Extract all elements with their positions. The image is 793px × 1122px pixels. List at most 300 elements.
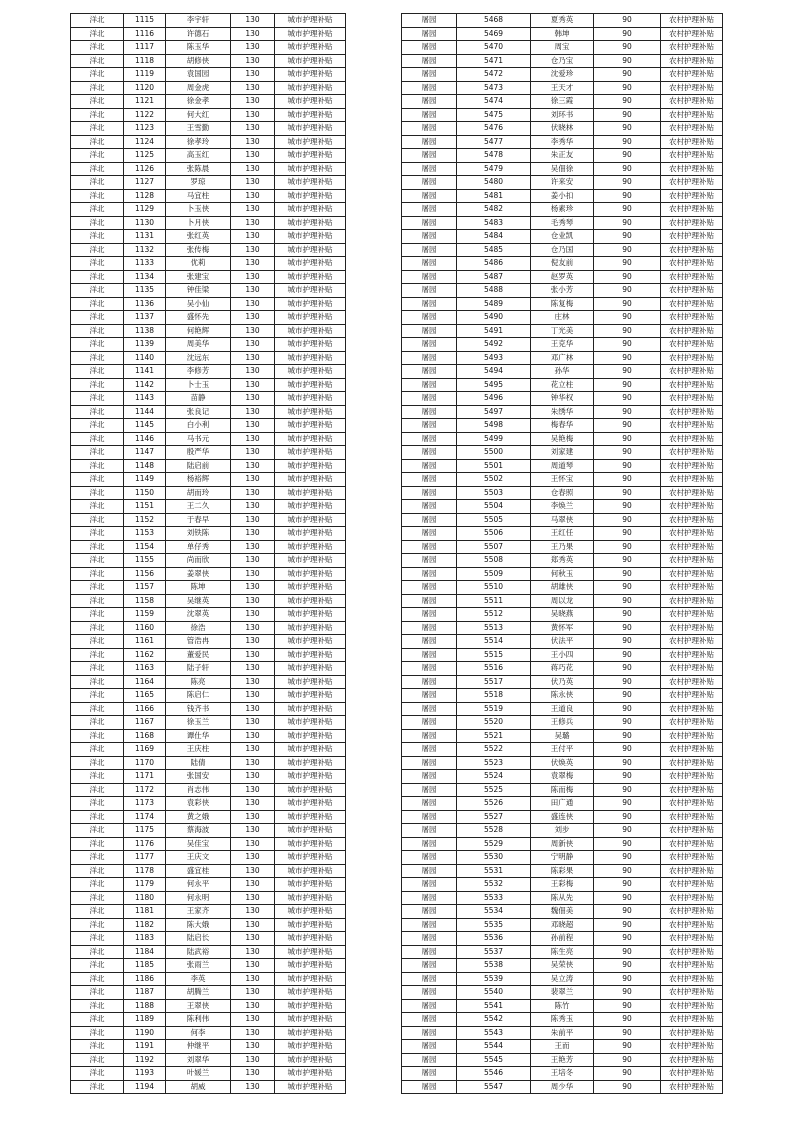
amount-cell: 90 (594, 27, 661, 41)
id-cell: 5505 (457, 513, 531, 527)
table-row (71, 567, 346, 581)
table-row (402, 1040, 723, 1054)
town-cell: 屠园 (402, 122, 457, 136)
name-cell: 陆启前 (166, 459, 231, 473)
amount-cell: 90 (594, 635, 661, 649)
table-row (71, 1080, 346, 1094)
name-cell: 蔡海波 (166, 824, 231, 838)
type-cell: 农村护理补贴 (661, 972, 723, 986)
table-row (402, 581, 723, 595)
table-row (402, 513, 723, 527)
id-cell: 5531 (457, 864, 531, 878)
table-row (71, 203, 346, 217)
table-row (71, 324, 346, 338)
town-cell: 洋北 (71, 594, 124, 608)
type-cell: 农村护理补贴 (661, 648, 723, 662)
amount-cell: 90 (594, 81, 661, 95)
table-row (71, 743, 346, 757)
name-cell: 白小利 (166, 419, 231, 433)
id-cell: 1160 (124, 621, 166, 635)
table-row (402, 945, 723, 959)
id-cell: 1153 (124, 527, 166, 541)
table-row (402, 608, 723, 622)
amount-cell: 130 (231, 986, 275, 1000)
amount-cell: 90 (594, 594, 661, 608)
table-row (71, 662, 346, 676)
id-cell: 1182 (124, 918, 166, 932)
amount-cell: 90 (594, 324, 661, 338)
type-cell: 农村护理补贴 (661, 837, 723, 851)
amount-cell: 90 (594, 392, 661, 406)
type-cell: 城市护理补贴 (275, 959, 346, 973)
id-cell: 1116 (124, 27, 166, 41)
town-cell: 屠园 (402, 27, 457, 41)
name-cell: 王彩梅 (531, 878, 594, 892)
type-cell: 城市护理补贴 (275, 635, 346, 649)
amount-cell: 90 (594, 1026, 661, 1040)
amount-cell: 90 (594, 878, 661, 892)
name-cell: 何艳辉 (166, 324, 231, 338)
town-cell: 屠园 (402, 41, 457, 55)
id-cell: 1177 (124, 851, 166, 865)
type-cell: 农村护理补贴 (661, 635, 723, 649)
table-row (71, 284, 346, 298)
table-row (71, 1013, 346, 1027)
table-row (71, 351, 346, 365)
name-cell: 姜小扣 (531, 189, 594, 203)
town-cell: 屠园 (402, 689, 457, 703)
name-cell: 徐玉兰 (166, 716, 231, 730)
amount-cell: 90 (594, 1053, 661, 1067)
id-cell: 1165 (124, 689, 166, 703)
amount-cell: 90 (594, 675, 661, 689)
town-cell: 屠园 (402, 1053, 457, 1067)
id-cell: 1167 (124, 716, 166, 730)
id-cell: 1154 (124, 540, 166, 554)
type-cell: 农村护理补贴 (661, 81, 723, 95)
type-cell: 农村护理补贴 (661, 486, 723, 500)
amount-cell: 90 (594, 473, 661, 487)
id-cell: 1156 (124, 567, 166, 581)
type-cell: 城市护理补贴 (275, 311, 346, 325)
town-cell: 洋北 (71, 878, 124, 892)
type-cell: 农村护理补贴 (661, 1026, 723, 1040)
town-cell: 洋北 (71, 149, 124, 163)
name-cell: 卜玉侠 (166, 203, 231, 217)
type-cell: 农村护理补贴 (661, 567, 723, 581)
name-cell: 张良记 (166, 405, 231, 419)
table-row (402, 891, 723, 905)
type-cell: 农村护理补贴 (661, 1080, 723, 1094)
name-cell: 徐孝玲 (166, 135, 231, 149)
table-row (71, 972, 346, 986)
type-cell: 城市护理补贴 (275, 365, 346, 379)
type-cell: 城市护理补贴 (275, 972, 346, 986)
name-cell: 吴荣侠 (531, 959, 594, 973)
name-cell: 沈远东 (166, 351, 231, 365)
id-cell: 5501 (457, 459, 531, 473)
amount-cell: 130 (231, 459, 275, 473)
town-cell: 屠园 (402, 513, 457, 527)
table-row (71, 27, 346, 41)
amount-cell: 130 (231, 95, 275, 109)
table-row (402, 338, 723, 352)
id-cell: 5529 (457, 837, 531, 851)
type-cell: 农村护理补贴 (661, 243, 723, 257)
type-cell: 农村护理补贴 (661, 986, 723, 1000)
amount-cell: 90 (594, 189, 661, 203)
name-cell: 杨素珍 (531, 203, 594, 217)
id-cell: 5520 (457, 716, 531, 730)
name-cell: 单仔秀 (166, 540, 231, 554)
id-cell: 1172 (124, 783, 166, 797)
name-cell: 胡腾兰 (166, 986, 231, 1000)
name-cell: 杨裕辉 (166, 473, 231, 487)
id-cell: 1150 (124, 486, 166, 500)
town-cell: 洋北 (71, 540, 124, 554)
type-cell: 农村护理补贴 (661, 783, 723, 797)
id-cell: 1190 (124, 1026, 166, 1040)
id-cell: 5478 (457, 149, 531, 163)
id-cell: 5470 (457, 41, 531, 55)
amount-cell: 130 (231, 108, 275, 122)
name-cell: 姜翠侠 (166, 567, 231, 581)
id-cell: 1194 (124, 1080, 166, 1094)
name-cell: 周新侠 (531, 837, 594, 851)
town-cell: 洋北 (71, 311, 124, 325)
town-cell: 屠园 (402, 230, 457, 244)
amount-cell: 130 (231, 689, 275, 703)
amount-cell: 130 (231, 378, 275, 392)
table-row (402, 689, 723, 703)
name-cell: 丁光美 (531, 324, 594, 338)
type-cell: 城市护理补贴 (275, 135, 346, 149)
town-cell: 屠园 (402, 972, 457, 986)
name-cell: 张红英 (166, 230, 231, 244)
id-cell: 1133 (124, 257, 166, 271)
type-cell: 农村护理补贴 (661, 1053, 723, 1067)
name-cell: 伏乃英 (531, 675, 594, 689)
type-cell: 城市护理补贴 (275, 608, 346, 622)
town-cell: 屠园 (402, 135, 457, 149)
name-cell: 盛连侠 (531, 810, 594, 824)
amount-cell: 90 (594, 446, 661, 460)
type-cell: 城市护理补贴 (275, 54, 346, 68)
table-row (402, 284, 723, 298)
amount-cell: 130 (231, 662, 275, 676)
type-cell: 农村护理补贴 (661, 878, 723, 892)
town-cell: 屠园 (402, 527, 457, 541)
id-cell: 5514 (457, 635, 531, 649)
amount-cell: 130 (231, 932, 275, 946)
amount-cell: 130 (231, 189, 275, 203)
type-cell: 城市护理补贴 (275, 918, 346, 932)
type-cell: 农村护理补贴 (661, 135, 723, 149)
id-cell: 1185 (124, 959, 166, 973)
name-cell: 陆武裕 (166, 945, 231, 959)
id-cell: 5533 (457, 891, 531, 905)
town-cell: 洋北 (71, 972, 124, 986)
amount-cell: 90 (594, 851, 661, 865)
table-row (402, 1080, 723, 1094)
amount-cell: 130 (231, 635, 275, 649)
name-cell: 肖志伟 (166, 783, 231, 797)
name-cell: 陈竹 (531, 999, 594, 1013)
table-row (402, 486, 723, 500)
name-cell: 马宜柱 (166, 189, 231, 203)
town-cell: 洋北 (71, 567, 124, 581)
name-cell: 钟华权 (531, 392, 594, 406)
town-cell: 洋北 (71, 1080, 124, 1094)
name-cell: 叶媛兰 (166, 1067, 231, 1081)
table-row (71, 459, 346, 473)
town-cell: 洋北 (71, 216, 124, 230)
town-cell: 洋北 (71, 851, 124, 865)
table-row (402, 216, 723, 230)
table-row (402, 864, 723, 878)
amount-cell: 130 (231, 716, 275, 730)
town-cell: 洋北 (71, 1026, 124, 1040)
amount-cell: 130 (231, 473, 275, 487)
table-row (402, 270, 723, 284)
id-cell: 5545 (457, 1053, 531, 1067)
id-cell: 5469 (457, 27, 531, 41)
table-row (402, 797, 723, 811)
id-cell: 5535 (457, 918, 531, 932)
table-row (402, 54, 723, 68)
town-cell: 屠园 (402, 621, 457, 635)
type-cell: 城市护理补贴 (275, 473, 346, 487)
id-cell: 1161 (124, 635, 166, 649)
id-cell: 5506 (457, 527, 531, 541)
town-cell: 屠园 (402, 378, 457, 392)
name-cell: 李秀华 (531, 135, 594, 149)
name-cell: 陈生亮 (531, 945, 594, 959)
type-cell: 城市护理补贴 (275, 770, 346, 784)
name-cell: 胡威 (166, 1080, 231, 1094)
id-cell: 1186 (124, 972, 166, 986)
amount-cell: 130 (231, 257, 275, 271)
town-cell: 屠园 (402, 810, 457, 824)
id-cell: 5487 (457, 270, 531, 284)
name-cell: 陈亮 (166, 675, 231, 689)
type-cell: 农村护理补贴 (661, 311, 723, 325)
name-cell: 袁彩侠 (166, 797, 231, 811)
town-cell: 屠园 (402, 108, 457, 122)
table-row (402, 702, 723, 716)
table-row (71, 810, 346, 824)
id-cell: 5495 (457, 378, 531, 392)
type-cell: 城市护理补贴 (275, 41, 346, 55)
name-cell: 张陈晨 (166, 162, 231, 176)
name-cell: 毛秀琴 (531, 216, 594, 230)
amount-cell: 90 (594, 135, 661, 149)
amount-cell: 130 (231, 122, 275, 136)
table-row (402, 14, 723, 28)
table-row (402, 149, 723, 163)
id-cell: 1124 (124, 135, 166, 149)
table-row (402, 365, 723, 379)
town-cell: 洋北 (71, 891, 124, 905)
left-table-body (71, 14, 346, 1094)
id-cell: 1125 (124, 149, 166, 163)
amount-cell: 130 (231, 702, 275, 716)
amount-cell: 90 (594, 810, 661, 824)
type-cell: 城市护理补贴 (275, 95, 346, 109)
type-cell: 城市护理补贴 (275, 230, 346, 244)
id-cell: 1181 (124, 905, 166, 919)
id-cell: 5491 (457, 324, 531, 338)
name-cell: 刘环书 (531, 108, 594, 122)
table-row (402, 68, 723, 82)
amount-cell: 90 (594, 1013, 661, 1027)
name-cell: 张小芳 (531, 284, 594, 298)
name-cell: 梅春华 (531, 419, 594, 433)
name-cell: 陈大娥 (166, 918, 231, 932)
table-row (402, 851, 723, 865)
table-row (402, 392, 723, 406)
town-cell: 洋北 (71, 351, 124, 365)
amount-cell: 90 (594, 459, 661, 473)
table-row (71, 189, 346, 203)
id-cell: 5471 (457, 54, 531, 68)
id-cell: 5500 (457, 446, 531, 460)
type-cell: 城市护理补贴 (275, 338, 346, 352)
name-cell: 陈利伟 (166, 1013, 231, 1027)
id-cell: 5510 (457, 581, 531, 595)
amount-cell: 130 (231, 81, 275, 95)
type-cell: 城市护理补贴 (275, 419, 346, 433)
amount-cell: 130 (231, 608, 275, 622)
amount-cell: 130 (231, 486, 275, 500)
table-row (71, 392, 346, 406)
type-cell: 农村护理补贴 (661, 716, 723, 730)
type-cell: 农村护理补贴 (661, 446, 723, 460)
type-cell: 农村护理补贴 (661, 419, 723, 433)
id-cell: 1136 (124, 297, 166, 311)
table-row (71, 824, 346, 838)
amount-cell: 90 (594, 972, 661, 986)
table-row (71, 702, 346, 716)
amount-cell: 90 (594, 648, 661, 662)
table-row (402, 635, 723, 649)
name-cell: 张传梅 (166, 243, 231, 257)
type-cell: 城市护理补贴 (275, 14, 346, 28)
id-cell: 5530 (457, 851, 531, 865)
id-cell: 5490 (457, 311, 531, 325)
town-cell: 屠园 (402, 662, 457, 676)
amount-cell: 90 (594, 905, 661, 919)
table-row (402, 999, 723, 1013)
town-cell: 洋北 (71, 581, 124, 595)
type-cell: 城市护理补贴 (275, 675, 346, 689)
amount-cell: 130 (231, 500, 275, 514)
id-cell: 5483 (457, 216, 531, 230)
id-cell: 5477 (457, 135, 531, 149)
name-cell: 王而 (531, 1040, 594, 1054)
table-row (71, 918, 346, 932)
table-row (71, 513, 346, 527)
name-cell: 盛宜桂 (166, 864, 231, 878)
id-cell: 1130 (124, 216, 166, 230)
id-cell: 1158 (124, 594, 166, 608)
name-cell: 陈而梅 (531, 783, 594, 797)
name-cell: 许德石 (166, 27, 231, 41)
table-row (402, 621, 723, 635)
id-cell: 1122 (124, 108, 166, 122)
town-cell: 屠园 (402, 162, 457, 176)
amount-cell: 90 (594, 68, 661, 82)
id-cell: 5476 (457, 122, 531, 136)
type-cell: 农村护理补贴 (661, 27, 723, 41)
left-table (70, 13, 346, 1094)
town-cell: 洋北 (71, 338, 124, 352)
table-row (402, 81, 723, 95)
name-cell: 刘翠华 (166, 1053, 231, 1067)
amount-cell: 130 (231, 135, 275, 149)
town-cell: 洋北 (71, 702, 124, 716)
id-cell: 1126 (124, 162, 166, 176)
town-cell: 屠园 (402, 675, 457, 689)
table-row (402, 432, 723, 446)
name-cell: 张雨兰 (166, 959, 231, 973)
amount-cell: 130 (231, 338, 275, 352)
amount-cell: 130 (231, 783, 275, 797)
town-cell: 洋北 (71, 1067, 124, 1081)
amount-cell: 90 (594, 959, 661, 973)
id-cell: 5473 (457, 81, 531, 95)
name-cell: 刘铁陈 (166, 527, 231, 541)
town-cell: 屠园 (402, 14, 457, 28)
id-cell: 5472 (457, 68, 531, 82)
type-cell: 农村护理补贴 (661, 540, 723, 554)
table-row (402, 405, 723, 419)
town-cell: 屠园 (402, 986, 457, 1000)
amount-cell: 90 (594, 540, 661, 554)
type-cell: 城市护理补贴 (275, 878, 346, 892)
id-cell: 1147 (124, 446, 166, 460)
amount-cell: 130 (231, 14, 275, 28)
amount-cell: 90 (594, 864, 661, 878)
type-cell: 城市护理补贴 (275, 446, 346, 460)
type-cell: 城市护理补贴 (275, 581, 346, 595)
type-cell: 农村护理补贴 (661, 54, 723, 68)
town-cell: 洋北 (71, 689, 124, 703)
name-cell: 朱前平 (531, 1026, 594, 1040)
amount-cell: 90 (594, 14, 661, 28)
town-cell: 洋北 (71, 810, 124, 824)
table-row (71, 378, 346, 392)
id-cell: 1120 (124, 81, 166, 95)
town-cell: 屠园 (402, 959, 457, 973)
name-cell: 吴继英 (166, 594, 231, 608)
town-cell: 屠园 (402, 648, 457, 662)
town-cell: 洋北 (71, 756, 124, 770)
name-cell: 何秋玉 (531, 567, 594, 581)
amount-cell: 130 (231, 918, 275, 932)
town-cell: 洋北 (71, 513, 124, 527)
town-cell: 洋北 (71, 527, 124, 541)
table-row (402, 918, 723, 932)
table-row (402, 878, 723, 892)
town-cell: 洋北 (71, 932, 124, 946)
type-cell: 城市护理补贴 (275, 459, 346, 473)
amount-cell: 130 (231, 419, 275, 433)
type-cell: 农村护理补贴 (661, 14, 723, 28)
name-cell: 黄怀军 (531, 621, 594, 635)
amount-cell: 130 (231, 27, 275, 41)
name-cell: 周金虎 (166, 81, 231, 95)
